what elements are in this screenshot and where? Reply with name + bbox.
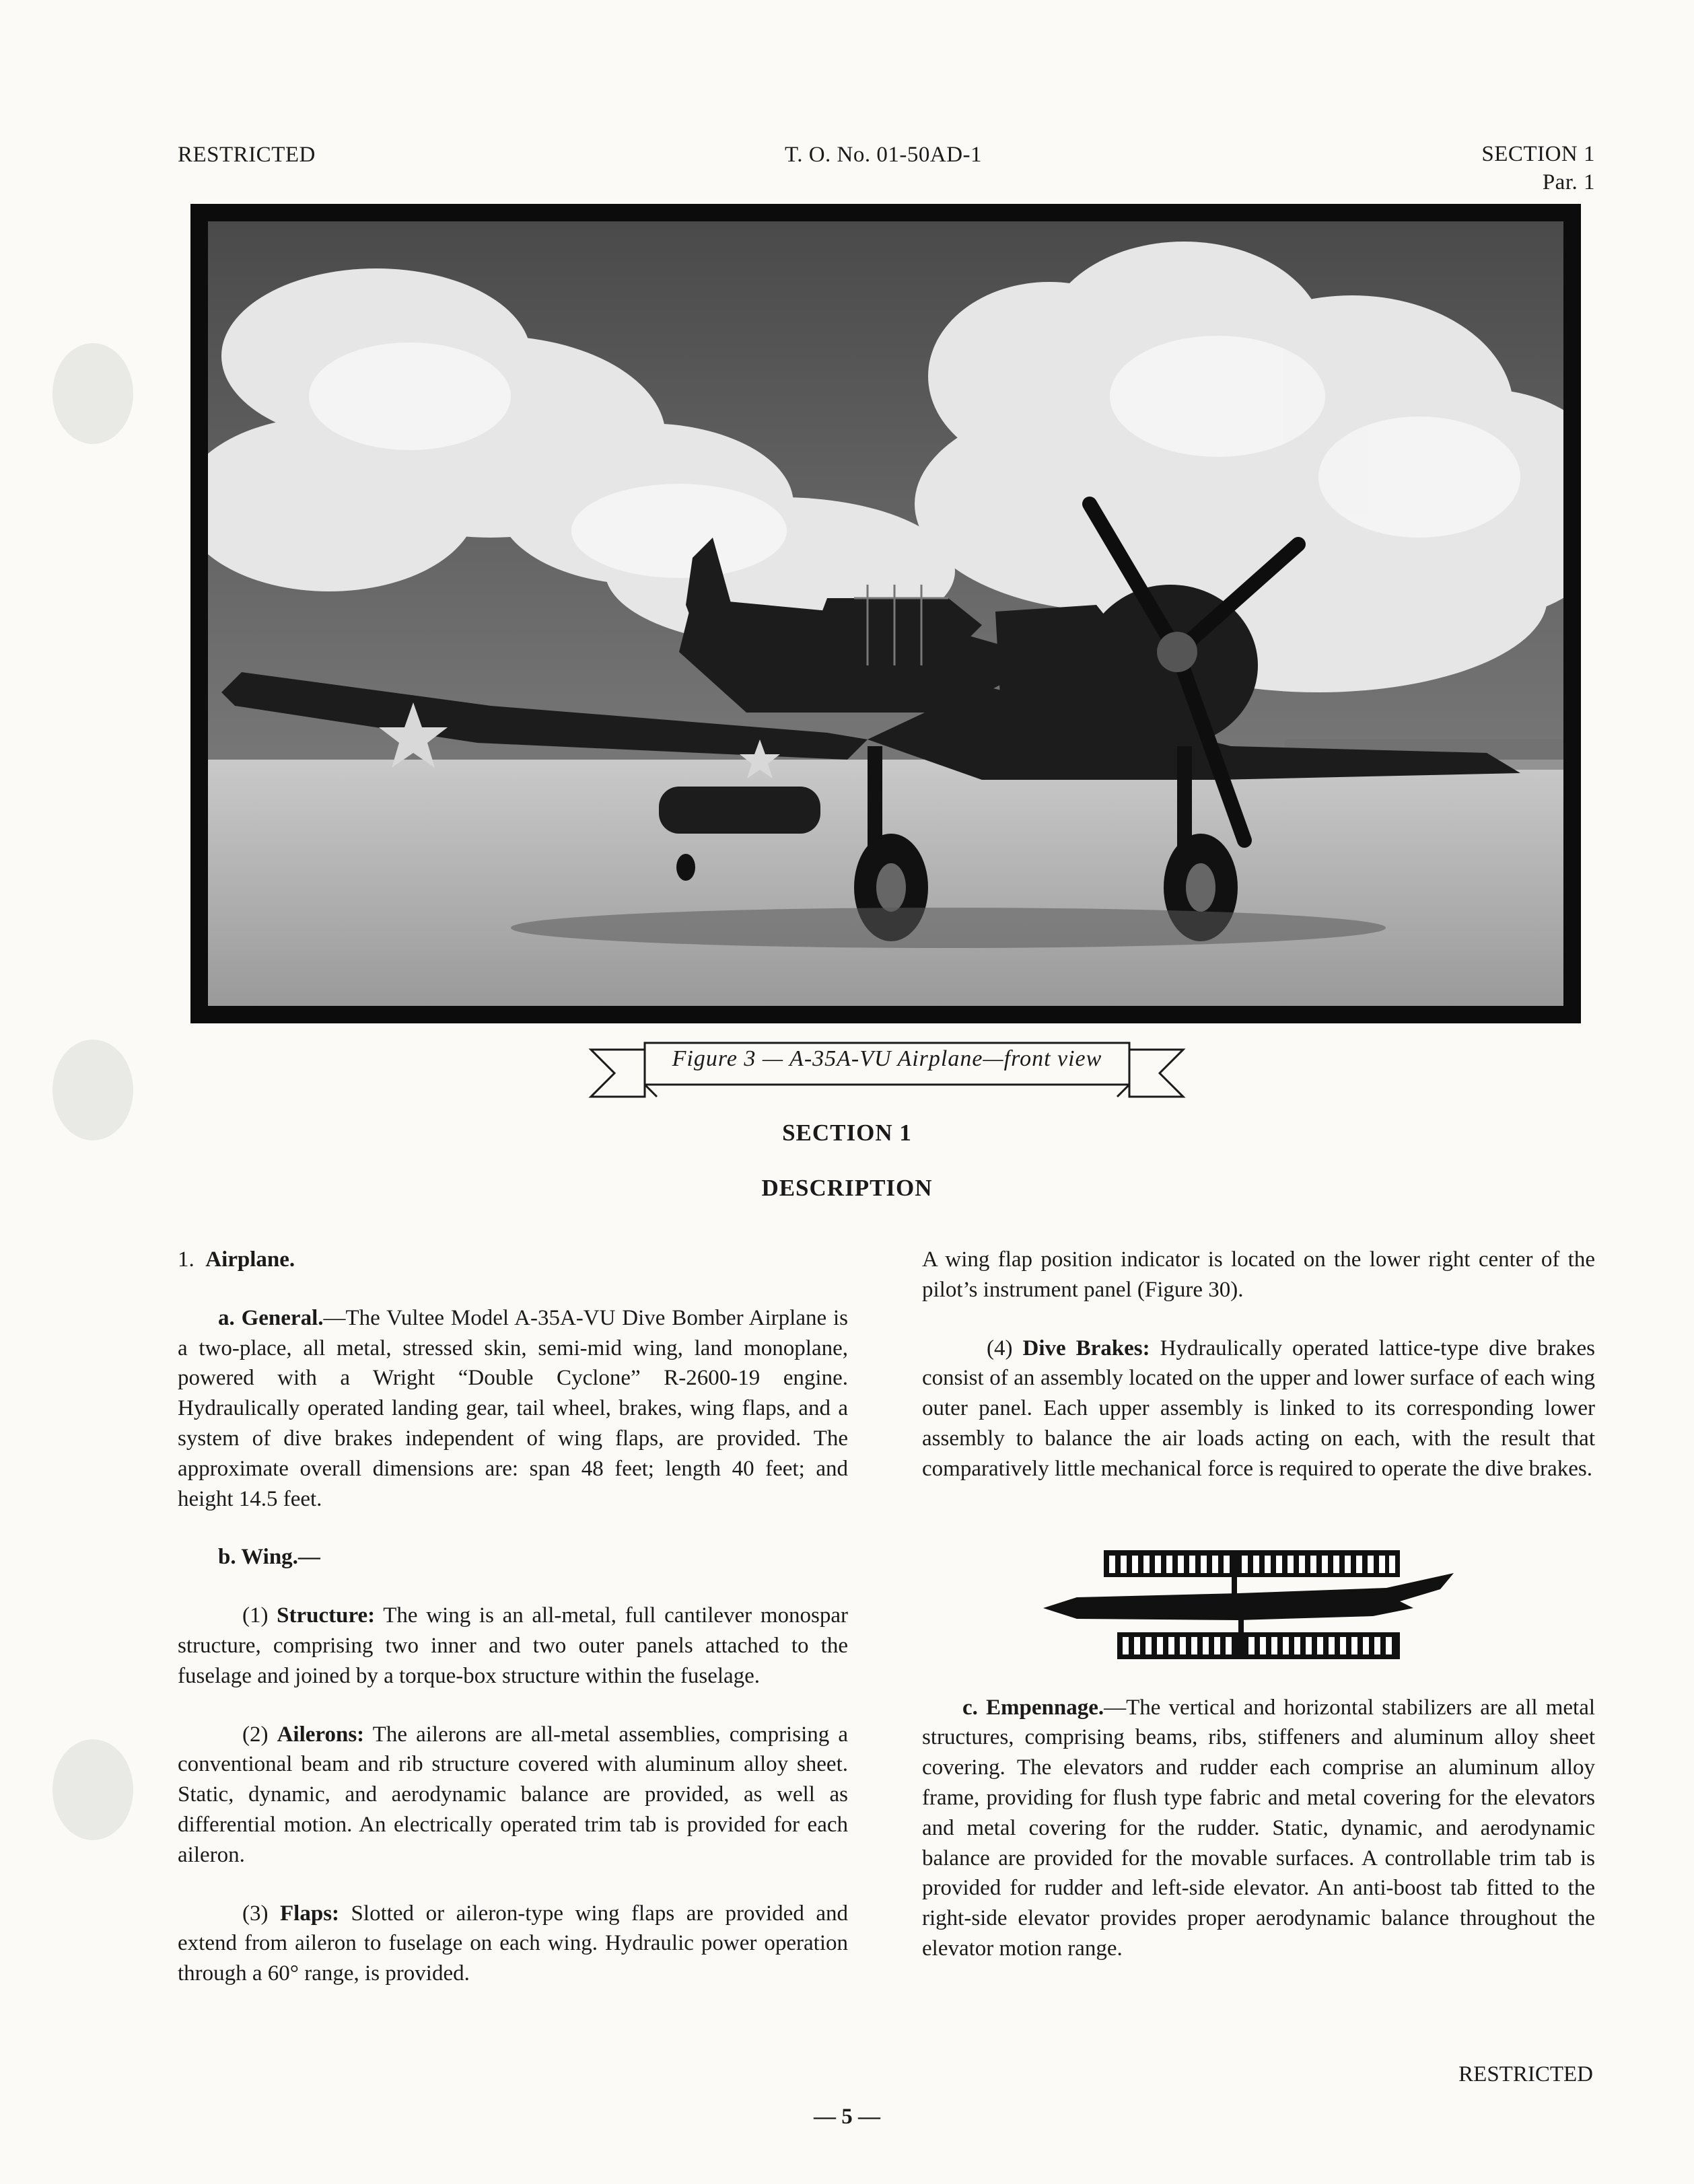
header-document-number: T. O. No. 01-50AD-1 — [785, 143, 983, 167]
structure-paragraph: (1) Structure: The wing is an all-metal, full cantilever monospar structure, comprising two inner and two outer panels attached to the fuselage and joined by a torque-box structure within the fuselage. — [178, 1603, 848, 1688]
dive-brake-diagram — [1036, 1541, 1467, 1669]
punch-hole-bottom — [52, 1739, 133, 1840]
dive-brakes-paragraph: (4) Dive Brakes: Hydraulically operated lattice-type dive brakes consist of an assembly located on the upper and lower surface of each wing outer panel. Each upper assembly is linked to its corresponding lower assembly to balance the air loads acting on each, with the result that comparatively little mechanical force is required to operate the dive brakes. — [922, 1336, 1595, 1481]
general-paragraph: a. General.—The Vultee Model A-35A-VU Dive Bomber Airplane is a two-place, all metal, stressed skin, semi-mid wing, land monoplane, powered with a Wright “Double Cyclone” R-2600-19 engine. Hydraulically operated landing gear, tail wheel, brakes, wing flaps, and a system of dive brakes independent of wing flaps, are provided. The approximate overall dimensions are: span 48 feet; length 40 feet; and height 14.5 feet. — [178, 1305, 848, 1511]
section-title: SECTION 1 — [782, 1120, 912, 1146]
airplane-heading: 1. Airplane. — [178, 1247, 295, 1272]
header-section-par — [1481, 140, 1595, 196]
header-paragraph: Par. 1 — [1542, 170, 1595, 194]
ailerons-paragraph: (2) Ailerons: The ailerons are all-metal assemblies, comprising a conventional beam and rib structure covered with aluminum alloy sheet. Static, dynamic, and aerodynamic balance are provided, as well as differential motion. An electrically operated trim tab is provided for each aileron. — [178, 1722, 848, 1867]
flaps-paragraph: (3) Flaps: Slotted or aileron-type wing flaps are provided and extend from aileron to fuselage on each wing. Hydraulic power operation through a 60° range, is provided. — [178, 1901, 848, 1986]
punch-hole-top — [52, 343, 133, 444]
figure-caption: Figure 3 — A-35A-VU Airplane—front view — [672, 1046, 1102, 1071]
left-column — [178, 1245, 848, 1989]
header-section: SECTION 1 — [1481, 142, 1595, 166]
section-subtitle: DESCRIPTION — [761, 1175, 933, 1201]
wing-heading: b. Wing.— — [218, 1545, 320, 1570]
page-number: — 5 — — [814, 2105, 880, 2129]
header-restricted: RESTRICTED — [178, 143, 316, 167]
airplane-photo — [208, 221, 1563, 1006]
flap-indicator-paragraph: A wing flap position indicator is located on the lower right center of the pilot’s instrument panel (Figure 30). — [922, 1247, 1595, 1302]
empennage-paragraph: c. Empennage.—The vertical and horizontal stabilizers are all metal structures, comprising beams, ribs, stiffeners and aluminum alloy sheet covering. The elevators and rudder each comprise an aluminum alloy frame, providing for flush type fabric and metal covering for the elevators and metal covering for the rudder. Static, dynamic, and aerodynamic balance are provided for the movable surfaces. A controllable trim tab is provided for rudder and left-side elevator. An anti-boost tab fitted to the right-side elevator provides proper aerodynamic balance throughout the elevator motion range. — [922, 1695, 1596, 1961]
footer-restricted: RESTRICTED — [1458, 2062, 1593, 2086]
figure-photo-frame — [190, 204, 1581, 1023]
